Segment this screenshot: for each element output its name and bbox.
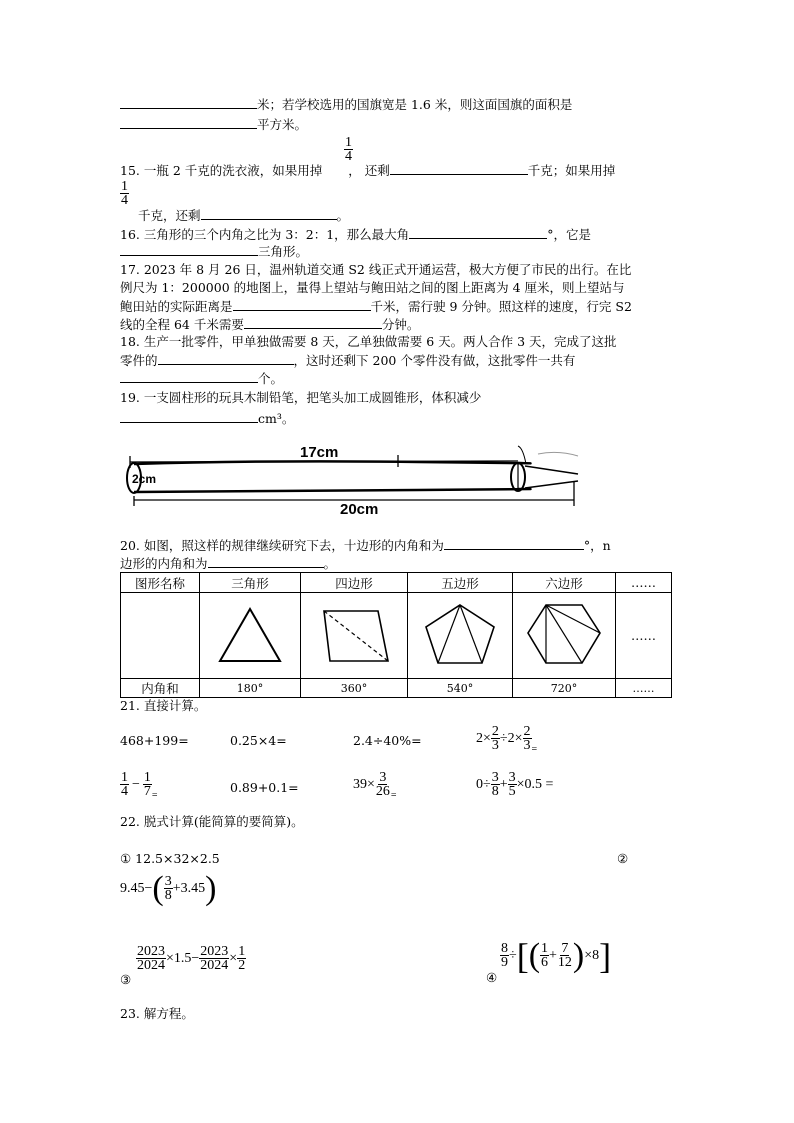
triangle-figure: [210, 599, 290, 669]
q15-line1: 15. 一瓶 2 千克的洗衣液，如果用掉 ， 还剩 千克；如果用掉: [120, 163, 616, 178]
table-cell: 720°: [513, 679, 616, 698]
q19-line2: cm³。: [120, 410, 294, 427]
q21-expr-4: 2× $\frac{2}{3}$ ÷2× $\frac{2}{3}$ $_=$: [476, 724, 538, 755]
q22-expr-4: $\frac{8}{9}$ ÷[( $\frac{1}{6}$ + $\frac{7}{12}$ )×8]: [501, 935, 612, 976]
faint-mark: [538, 452, 578, 456]
q21-expr-8: 0÷ $\frac{3}{8}$ + $\frac{3}{5}$ ×0.5 =: [476, 770, 554, 800]
q16-line1: 16. 三角形的三个内角之比为 3：2：1，那么最大角 °，它是: [120, 227, 591, 242]
q17-line3: 鲍田站的实际距离是 千米，需行驶 9 分钟。照这样的速度，行完 S2: [120, 299, 632, 314]
q18-line3: 个。: [120, 370, 283, 387]
table-header-row: [121, 573, 672, 593]
label-17cm: 17cm: [300, 444, 339, 461]
table-cell: 四边形: [301, 573, 408, 593]
q22-expr-3: $\frac{2023}{2024}$ ×1.5− $\frac{2023}{2024}$ × $\frac{1}{2}$: [137, 944, 246, 974]
q14-line2: 平方米。: [120, 116, 307, 133]
table-cell: 540°: [408, 679, 513, 698]
q21-expr-2: 0.25×4=: [230, 733, 287, 748]
answer-blank[interactable]: [120, 116, 257, 129]
table-cell: [121, 593, 200, 679]
q17-line1: 17. 2023 年 8 月 26 日，温州轨道交通 S2 线正式开通运营，极大方便了市民的出行。在比: [120, 262, 632, 277]
q20-line2: 边形的内角和为 。: [120, 556, 337, 571]
q17-line4: 线的全程 64 千米需要 分钟。: [120, 317, 420, 332]
pentagon-figure: [420, 599, 500, 669]
q22-title: 22. 脱式计算(能简算的要简算)。: [120, 814, 304, 829]
q22-expr-1: ① 12.5×32×2.5: [120, 851, 220, 866]
q15-fraction-top: $\frac{1}{4}$: [345, 135, 352, 164]
table-shape-row: [121, 593, 672, 679]
table-cell: 三角形: [200, 573, 301, 593]
q14-line1: 米；若学校选用的国旗宽是 1.6 米，则这面国旗的面积是: [120, 96, 572, 113]
q15-fraction-left: $\frac{1}{4}$: [121, 179, 128, 208]
table-cell: ……: [616, 679, 672, 698]
q21-title: 21. 直接计算。: [120, 698, 207, 713]
answer-blank[interactable]: [120, 243, 258, 256]
cone-edge: [525, 481, 578, 488]
curve-mark: [518, 446, 526, 464]
q21-expr-3: 2.4÷40%=: [353, 733, 422, 748]
table-cell: 内角和: [121, 679, 200, 698]
label-20cm: 20cm: [340, 501, 379, 518]
table-cell: [513, 593, 616, 679]
answer-blank[interactable]: [390, 162, 528, 175]
answer-blank[interactable]: [233, 298, 371, 311]
table-cell: [200, 593, 301, 679]
answer-blank[interactable]: [409, 226, 547, 239]
answer-blank[interactable]: [208, 555, 324, 568]
cone-edge: [525, 466, 578, 474]
table-cell: 180°: [200, 679, 301, 698]
table-cell: 六边形: [513, 573, 616, 593]
q22-mark-3: ③: [120, 972, 132, 987]
answer-blank[interactable]: [244, 316, 382, 329]
table-cell: [301, 593, 408, 679]
label-2cm: 2cm: [132, 472, 157, 486]
q15-line2: 千克，还剩 。: [138, 208, 350, 223]
table-cell: 图形名称: [121, 573, 200, 593]
pencil-top-edge: [134, 461, 531, 464]
answer-blank[interactable]: [158, 352, 294, 365]
q19-line1: 19. 一支圆柱形的玩具木制铅笔，把笔头加工成圆锥形，体积减少: [120, 390, 482, 405]
answer-blank[interactable]: [120, 370, 258, 383]
table-cell: 360°: [301, 679, 408, 698]
q20-line1: 20. 如图，照这样的规律继续研究下去，十边形的内角和为 °，n: [120, 538, 611, 553]
q21-expr-7: 39× $\frac{3}{26}$ $_=$: [353, 770, 397, 801]
polygon-table: [120, 572, 672, 698]
pencil-figure: [118, 436, 588, 518]
q21-expr-6: 0.89+0.1=: [230, 780, 299, 795]
table-cell: 五边形: [408, 573, 513, 593]
table-cell: ……: [616, 573, 672, 593]
q17-line2: 例尺为 1：200000 的地图上，量得上望站与鲍田站之间的图上距离为 4 厘米，则上望站与: [120, 280, 625, 295]
quadrilateral-figure: [314, 599, 394, 669]
q22-expr-2: 9.45−( $\frac{3}{8}$ +3.45): [120, 869, 217, 907]
answer-blank[interactable]: [201, 207, 337, 220]
answer-blank[interactable]: [444, 537, 584, 550]
q18-line2: 零件的 ，这时还剩下 200 个零件没有做，这批零件一共有: [120, 353, 576, 368]
q23-title: 23. 解方程。: [120, 1006, 194, 1021]
table-sum-row: [121, 679, 672, 698]
answer-blank[interactable]: [120, 410, 258, 423]
answer-blank[interactable]: [120, 96, 257, 109]
q21-expr-5: $\frac{1}{4}$ − $\frac{1}{7}$ $_=$: [121, 770, 158, 801]
pencil-bottom-edge: [134, 489, 531, 492]
table-cell: [408, 593, 513, 679]
q21-expr-1: 468+199=: [120, 733, 189, 748]
q22-mark-4: ④: [486, 970, 498, 985]
q18-line1: 18. 生产一批零件，甲单独做需要 8 天，乙单独做需要 6 天。两人合作 3 天，完成了这批: [120, 334, 617, 349]
q16-line2: 三角形。: [120, 243, 308, 260]
hexagon-figure: [522, 599, 606, 669]
table-cell: ……: [616, 593, 672, 679]
q22-mark-2: ②: [617, 851, 629, 866]
